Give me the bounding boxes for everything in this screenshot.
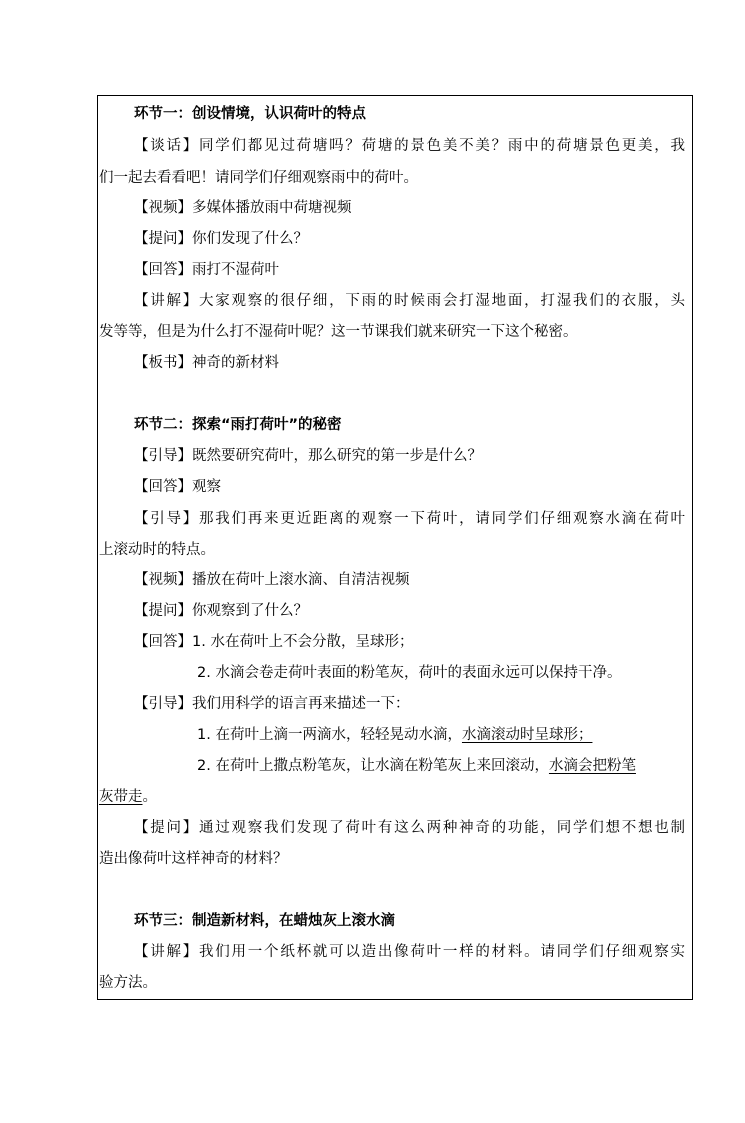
entry-text: 1. 水在荷叶上不会分散，呈球形； bbox=[192, 634, 414, 650]
entry-tag: 【视频】 bbox=[134, 572, 192, 588]
entry-tag: 【提问】 bbox=[134, 603, 192, 619]
list-item bbox=[197, 725, 592, 745]
entry-text: 你观察到了什么？ bbox=[192, 603, 308, 619]
entry-text: 我们用科学的语言再来描述一下： bbox=[192, 696, 410, 712]
underlined-text: 水滴会把粉笔 bbox=[548, 758, 636, 774]
entry-text: 同学们都见过荷塘吗？荷塘的景色美不美？雨中的荷塘景色更美，我 bbox=[199, 138, 685, 154]
entry-continuation: 发等等，但是为什么打不湿荷叶呢？这一节课我们就来研究一下这个秘密。 bbox=[99, 324, 578, 340]
entry-tag: 【提问】 bbox=[134, 820, 200, 836]
entry-line bbox=[134, 477, 221, 497]
entry-line bbox=[134, 632, 413, 652]
entry-tag: 【回答】 bbox=[134, 262, 192, 278]
entry-line bbox=[134, 570, 410, 590]
entry-text: 大家观察的很仔细，下雨的时候雨会打湿地面，打湿我们的衣服，头 bbox=[199, 293, 685, 309]
entry-continuation bbox=[99, 787, 157, 807]
entry-tag: 【回答】 bbox=[134, 634, 192, 650]
entry-line bbox=[134, 229, 308, 249]
entry-text: 雨打不湿荷叶 bbox=[192, 262, 279, 278]
section-heading: 环节二：探索“雨打荷叶”的秘密 bbox=[134, 417, 342, 433]
entry-line bbox=[134, 136, 685, 156]
entry-continuation: 们一起去看看吧！请同学们仔细观察雨中的荷叶。 bbox=[99, 170, 418, 186]
section-heading: 环节一：创设情境，认识荷叶的特点 bbox=[134, 106, 366, 122]
entry-tag: 【提问】 bbox=[134, 231, 192, 247]
entry-text: 通过观察我们发现了荷叶有这么两种神奇的功能，同学们想不想也制 bbox=[199, 820, 685, 836]
underlined-text: 灰带走 bbox=[99, 789, 143, 805]
entry-continuation: 造出像荷叶这样神奇的材料？ bbox=[99, 851, 288, 867]
list-item-text: 2. 在荷叶上撒点粉笔灰，让水滴在粉笔灰上来回滚动， bbox=[197, 758, 549, 774]
entry-text: 播放在荷叶上滚水滴、自清洁视频 bbox=[192, 572, 410, 588]
entry-text: 既然要研究荷叶，那么研究的第一步是什么？ bbox=[192, 448, 482, 464]
list-item-text: 1. 在荷叶上滴一两滴水，轻轻晃动水滴， bbox=[197, 727, 462, 743]
lesson-table-cell bbox=[97, 95, 693, 1000]
entry-tag: 【引导】 bbox=[134, 511, 200, 527]
entry-text: 那我们再来更近距离的观察一下荷叶，请同学们仔细观察水滴在荷叶 bbox=[199, 511, 685, 527]
entry-text: 我们用一个纸杯就可以造出像荷叶一样的材料。请同学们仔细观察实 bbox=[199, 944, 685, 960]
entry-line bbox=[134, 353, 279, 373]
entry-tag: 【视频】 bbox=[134, 200, 192, 216]
entry-text: 多媒体播放雨中荷塘视频 bbox=[192, 200, 352, 216]
entry-tag: 【引导】 bbox=[134, 448, 192, 464]
entry-text: 观察 bbox=[192, 479, 221, 495]
entry-text: 你们发现了什么？ bbox=[192, 231, 308, 247]
list-item: 2. 水滴会卷走荷叶表面的粉笔灰，荷叶的表面永远可以保持干净。 bbox=[197, 665, 622, 681]
underlined-text: 水滴滚动时呈球形； bbox=[461, 727, 593, 743]
entry-line bbox=[134, 291, 685, 311]
entry-text: 。 bbox=[142, 789, 157, 805]
list-item bbox=[197, 756, 636, 776]
entry-line bbox=[134, 694, 410, 714]
entry-tag: 【讲解】 bbox=[134, 944, 200, 960]
entry-tag: 【讲解】 bbox=[134, 293, 200, 309]
entry-line bbox=[134, 818, 685, 838]
entry-continuation: 上滚动时的特点。 bbox=[99, 542, 215, 558]
entry-tag: 【板书】 bbox=[134, 355, 192, 371]
entry-line bbox=[134, 942, 685, 962]
entry-tag: 【谈话】 bbox=[134, 138, 200, 154]
entry-line bbox=[134, 260, 279, 280]
entry-line bbox=[134, 601, 308, 621]
entry-line bbox=[134, 198, 352, 218]
entry-text: 神奇的新材料 bbox=[192, 355, 279, 371]
section-heading: 环节三：制造新材料，在蜡烛灰上滚水滴 bbox=[134, 913, 395, 929]
entry-line bbox=[134, 446, 482, 466]
entry-tag: 【引导】 bbox=[134, 696, 192, 712]
entry-continuation: 验方法。 bbox=[99, 975, 157, 991]
entry-tag: 【回答】 bbox=[134, 479, 192, 495]
entry-line bbox=[134, 509, 685, 529]
